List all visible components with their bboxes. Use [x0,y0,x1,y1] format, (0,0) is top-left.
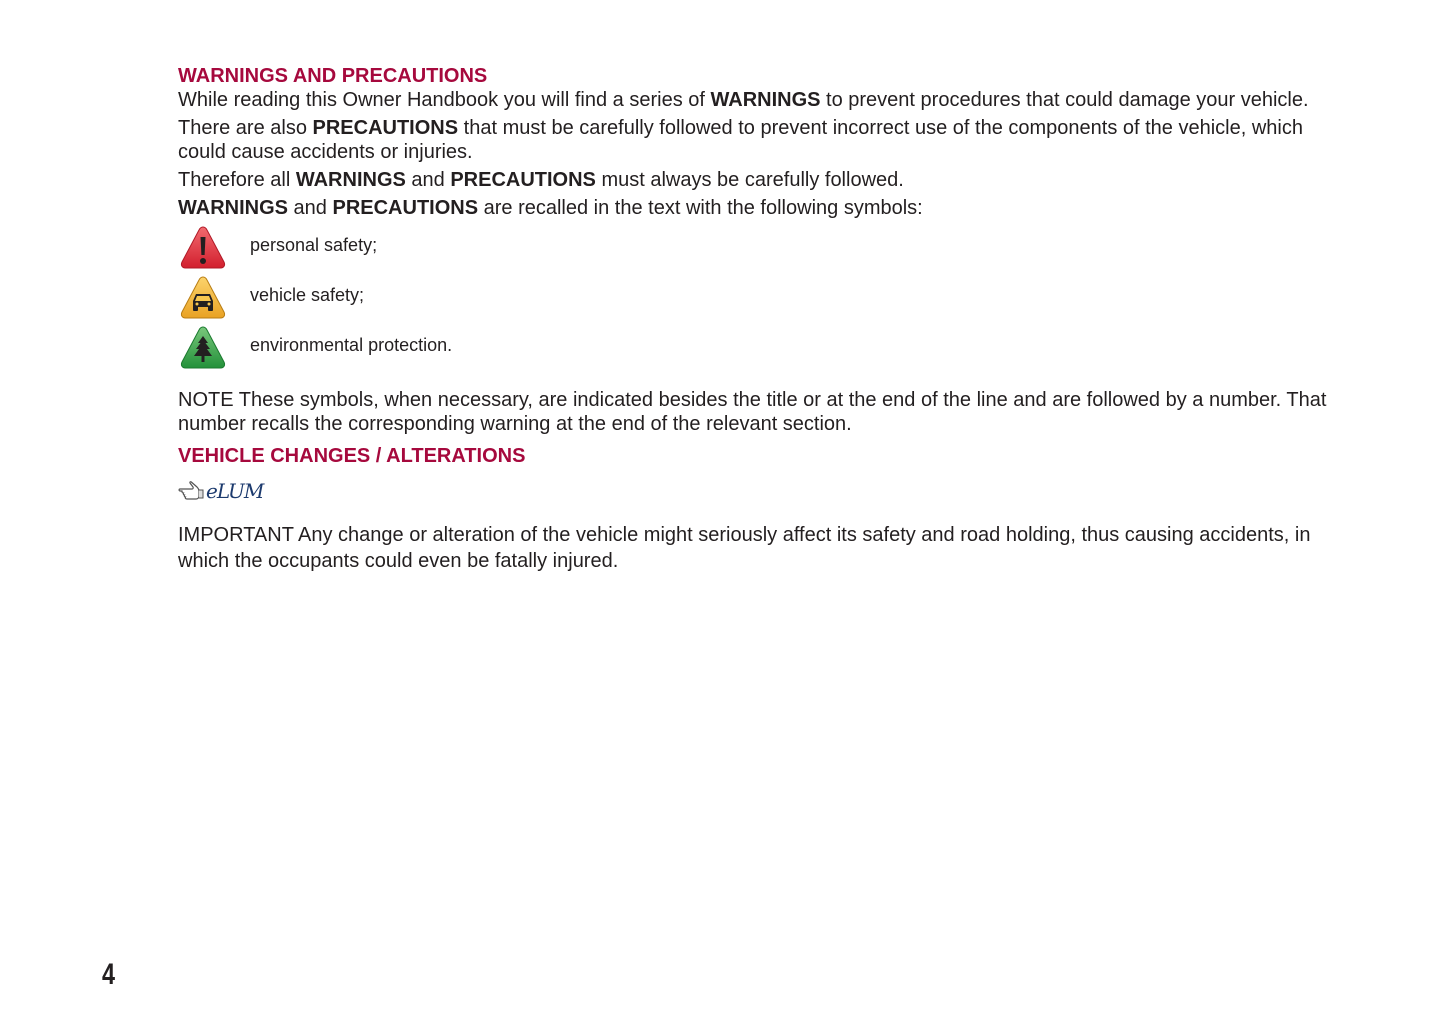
precautions-paragraph: There are also PRECAUTIONS that must be carefully followed to prevent incorrect use of the components of the vehicle, which could cause accidents or injuries. [178,117,1303,163]
note-paragraph: NOTE These symbols, when necessary, are indicated besides the title or at the end of the line and are followed by a number. That number recalls the corresponding warning at the end of the relevant section. [178,389,1327,435]
pointing-hand-icon [178,480,204,502]
symbol-legend [178,224,1328,374]
personal-safety-label: personal safety; [250,235,378,255]
page-number: 4 [102,958,116,991]
environmental-protection-icon [178,324,228,372]
elum-marker [178,476,1328,506]
intro-paragraph: While reading this Owner Handbook you will find a series of WARNINGS to prevent procedures that could damage your vehicle. [178,89,1309,111]
environmental-protection-label: environmental protection. [250,335,453,355]
therefore-paragraph: Therefore all WARNINGS and PRECAUTIONS must always be carefully followed. [178,169,904,191]
personal-safety-warning-icon [178,224,228,272]
page-content [178,64,1328,578]
warnings-term: WARNINGS [710,89,821,111]
symbols-intro-paragraph: WARNINGS and PRECAUTIONS are recalled in the text with the following symbols: [178,197,923,219]
important-paragraph: IMPORTANT Any change or alteration of the vehicle might seriously affect its safety and road holding, thus causing accidents, in which the occupants could even be fatally injured. [178,524,1311,572]
symbol-row-vehicle-safety [178,274,1328,324]
symbol-row-personal-safety [178,224,1328,274]
vehicle-safety-warning-icon [178,274,228,322]
symbol-row-environmental-protection [178,324,1328,374]
vehicle-safety-label: vehicle safety; [250,285,365,305]
precautions-term: PRECAUTIONS [312,117,459,139]
elum-mark: eLUM [206,479,264,503]
vehicle-changes-heading: VEHICLE CHANGES / ALTERATIONS [178,445,526,467]
warnings-heading: WARNINGS AND PRECAUTIONS [178,65,488,87]
